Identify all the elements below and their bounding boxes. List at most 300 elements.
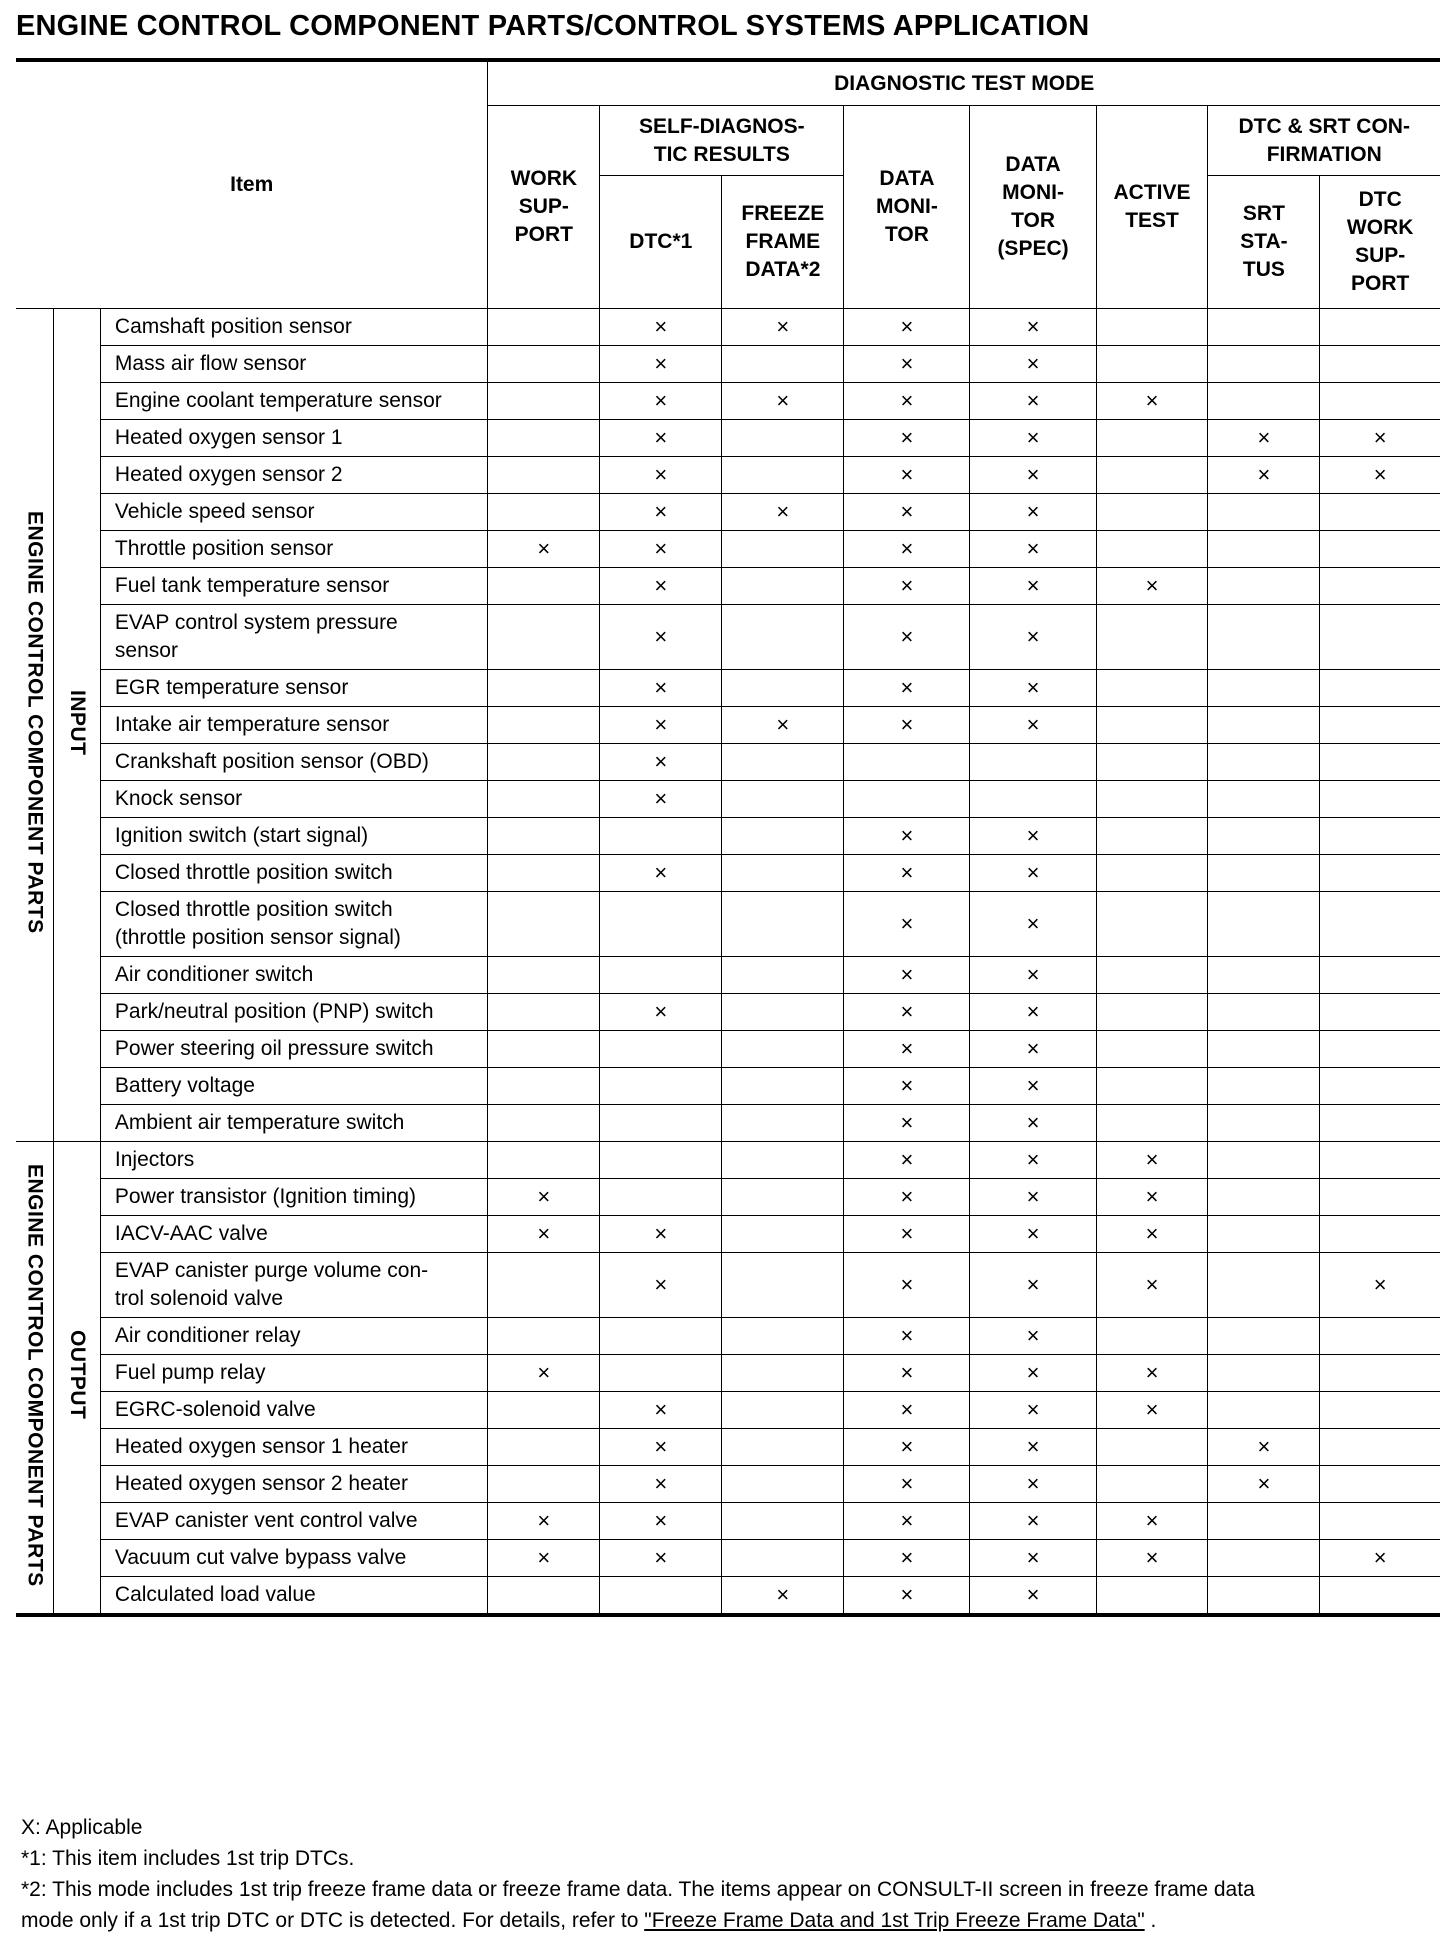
applicable-mark: × [900, 675, 914, 700]
applicable-mark: × [900, 624, 914, 649]
note-freeze-frame-line2: mode only if a 1st trip DTC or DTC is detected. For details, refer to "Freeze Frame Data and 1st Trip Freeze Frame Data" . [21, 1909, 1157, 1932]
mark-cell [600, 1318, 722, 1355]
mark-cell [1096, 346, 1208, 383]
footnotes [21, 1812, 1445, 1936]
applicable-mark: × [537, 1221, 551, 1246]
mark-cell [1208, 1577, 1320, 1614]
mark-cell [1096, 744, 1208, 781]
table-row [16, 1031, 1440, 1068]
item-label: Camshaft position sensor [114, 315, 352, 338]
mark-cell [1208, 1142, 1320, 1179]
mark-cell [970, 1577, 1096, 1614]
mark-cell [1096, 1318, 1208, 1355]
mark-cell [844, 457, 970, 494]
applicable-mark: × [537, 1184, 551, 1209]
applicable-mark: × [900, 573, 914, 598]
application-table-wrap [16, 58, 1440, 1617]
note-applicable: X: Applicable [21, 1816, 143, 1839]
mark-cell [1320, 457, 1440, 494]
item-label: Vacuum cut valve bypass valve [114, 1546, 407, 1569]
mark-cell [600, 1503, 722, 1540]
applicable-mark: × [1026, 1508, 1040, 1533]
mark-cell [1320, 1105, 1440, 1142]
header-dtc-srt-confirmation: DTC & SRT CON- FIRMATION [1208, 106, 1440, 176]
item-cell [100, 855, 488, 892]
mark-cell [1096, 892, 1208, 957]
applicable-mark: × [1026, 712, 1040, 737]
mark-cell [600, 531, 722, 568]
item-label: Ignition switch (start signal) [114, 824, 369, 847]
item-cell [100, 994, 488, 1031]
table-row [16, 1503, 1440, 1540]
mark-cell [600, 1179, 722, 1216]
table-row [16, 568, 1440, 605]
mark-cell [488, 1355, 600, 1392]
item-cell [100, 309, 488, 346]
mark-cell [600, 818, 722, 855]
applicable-mark: × [1026, 1582, 1040, 1607]
applicable-mark: × [1026, 962, 1040, 987]
item-label: Engine coolant temperature sensor [114, 389, 442, 412]
mark-cell [488, 855, 600, 892]
mark-cell [1208, 707, 1320, 744]
mark-cell [1208, 494, 1320, 531]
mark-cell [600, 1253, 722, 1318]
mark-cell [844, 1105, 970, 1142]
applicable-mark: × [1026, 1360, 1040, 1385]
mark-cell [844, 605, 970, 670]
mark-cell [1096, 818, 1208, 855]
group-label: ENGINE CONTROL COMPONENT PARTS [23, 511, 47, 934]
mark-cell [844, 855, 970, 892]
mark-cell [970, 707, 1096, 744]
mark-cell [970, 855, 1096, 892]
mark-cell [1208, 670, 1320, 707]
applicable-mark: × [900, 1272, 914, 1297]
mark-cell [722, 1031, 844, 1068]
mark-cell [1096, 1216, 1208, 1253]
mark-cell [600, 781, 722, 818]
mark-cell [722, 1429, 844, 1466]
mark-cell [722, 383, 844, 420]
mark-cell [1208, 957, 1320, 994]
mark-cell [722, 1577, 844, 1614]
mark-cell [970, 1318, 1096, 1355]
applicable-mark: × [900, 1323, 914, 1348]
table-row [16, 744, 1440, 781]
applicable-mark: × [1145, 1184, 1159, 1209]
applicable-mark: × [1145, 1272, 1159, 1297]
mark-cell [844, 1577, 970, 1614]
mark-cell [722, 707, 844, 744]
mark-cell [722, 1068, 844, 1105]
mark-cell [1096, 568, 1208, 605]
applicable-mark: × [1026, 1073, 1040, 1098]
mark-cell [722, 1105, 844, 1142]
mark-cell [600, 383, 722, 420]
mark-cell [1320, 1068, 1440, 1105]
item-cell [100, 1429, 488, 1466]
item-cell [100, 531, 488, 568]
item-label: Injectors [114, 1148, 195, 1171]
mark-cell [600, 1429, 722, 1466]
mark-cell [600, 994, 722, 1031]
applicable-mark: × [1145, 1508, 1159, 1533]
mark-cell [844, 994, 970, 1031]
applicable-mark: × [900, 462, 914, 487]
mark-cell [970, 818, 1096, 855]
mark-cell [600, 309, 722, 346]
table-row [16, 1068, 1440, 1105]
table-row [16, 707, 1440, 744]
mark-cell [844, 1318, 970, 1355]
mark-cell [1096, 1577, 1208, 1614]
mark-cell [1096, 383, 1208, 420]
item-label: Heated oxygen sensor 1 heater [114, 1435, 408, 1458]
table-row [16, 855, 1440, 892]
mark-cell [1208, 1253, 1320, 1318]
mark-cell [1320, 1179, 1440, 1216]
header-self-diagnostic-results: SELF-DIAGNOS- TIC RESULTS [600, 106, 844, 176]
applicable-mark: × [900, 1221, 914, 1246]
mark-cell [1320, 346, 1440, 383]
applicable-mark: × [900, 911, 914, 936]
mark-cell [722, 744, 844, 781]
applicable-mark: × [1026, 388, 1040, 413]
item-label: Throttle position sensor [114, 537, 334, 560]
applicable-mark: × [1026, 1272, 1040, 1297]
mark-cell [1208, 1540, 1320, 1577]
applicable-mark: × [900, 1508, 914, 1533]
applicable-mark: × [1257, 425, 1271, 450]
mark-cell [1320, 1031, 1440, 1068]
mark-cell [722, 670, 844, 707]
mark-cell [970, 670, 1096, 707]
mark-cell [488, 670, 600, 707]
applicable-mark: × [900, 314, 914, 339]
applicable-mark: × [900, 1582, 914, 1607]
mark-cell [844, 1179, 970, 1216]
applicable-mark: × [1026, 999, 1040, 1024]
table-row [16, 1355, 1440, 1392]
table-row [16, 420, 1440, 457]
item-label: Mass air flow sensor [114, 352, 307, 375]
mark-cell [1096, 781, 1208, 818]
applicable-mark: × [1026, 675, 1040, 700]
table-body [16, 309, 1440, 1614]
mark-cell [600, 1392, 722, 1429]
mark-cell [970, 1466, 1096, 1503]
applicable-mark: × [1026, 1110, 1040, 1135]
applicable-mark: × [1026, 1184, 1040, 1209]
applicable-mark: × [654, 675, 668, 700]
mark-cell [488, 781, 600, 818]
item-label: Power transistor (Ignition timing) [114, 1185, 417, 1208]
mark-cell [600, 1355, 722, 1392]
mark-cell [1320, 1503, 1440, 1540]
mark-cell [1208, 1429, 1320, 1466]
mark-cell [1208, 309, 1320, 346]
table-row [16, 1429, 1440, 1466]
mark-cell [1208, 892, 1320, 957]
mark-cell [1096, 1068, 1208, 1105]
item-cell [100, 1105, 488, 1142]
applicable-mark: × [776, 499, 790, 524]
mark-cell [600, 1142, 722, 1179]
item-cell [100, 781, 488, 818]
mark-cell [1208, 457, 1320, 494]
mark-cell [1320, 1318, 1440, 1355]
applicable-mark: × [1026, 1434, 1040, 1459]
mark-cell [600, 1068, 722, 1105]
mark-cell [600, 892, 722, 957]
header-work-support: WORK SUP- PORT [488, 106, 600, 309]
mark-cell [1320, 994, 1440, 1031]
mark-cell [1320, 420, 1440, 457]
mark-cell [1096, 1503, 1208, 1540]
mark-cell [488, 1031, 600, 1068]
applicable-mark: × [654, 712, 668, 737]
table-row [16, 346, 1440, 383]
applicable-mark: × [900, 388, 914, 413]
mark-cell [488, 818, 600, 855]
mark-cell [722, 781, 844, 818]
item-label: EGRC-solenoid valve [114, 1398, 316, 1421]
item-cell [100, 1503, 488, 1540]
mark-cell [1096, 420, 1208, 457]
mark-cell [1208, 994, 1320, 1031]
mark-cell [844, 383, 970, 420]
applicable-mark: × [1373, 425, 1387, 450]
header-item: Item [16, 62, 488, 309]
table-row [16, 818, 1440, 855]
mark-cell [488, 1253, 600, 1318]
table-row [16, 383, 1440, 420]
item-label: Vehicle speed sensor [114, 500, 315, 523]
item-cell [100, 1253, 488, 1318]
mark-cell [488, 707, 600, 744]
applicable-mark: × [900, 1184, 914, 1209]
mark-cell [722, 1466, 844, 1503]
mark-cell [844, 346, 970, 383]
applicable-mark: × [900, 1073, 914, 1098]
mark-cell [1320, 309, 1440, 346]
mark-cell [970, 1429, 1096, 1466]
applicable-mark: × [900, 1434, 914, 1459]
mark-cell [1208, 1105, 1320, 1142]
item-cell [100, 1179, 488, 1216]
applicable-mark: × [776, 712, 790, 737]
applicable-mark: × [1026, 351, 1040, 376]
mark-cell [600, 1577, 722, 1614]
applicable-mark: × [654, 388, 668, 413]
mark-cell [1208, 818, 1320, 855]
applicable-mark: × [654, 462, 668, 487]
item-cell [100, 568, 488, 605]
mark-cell [488, 957, 600, 994]
mark-cell [844, 707, 970, 744]
mark-cell [600, 605, 722, 670]
applicable-mark: × [654, 1545, 668, 1570]
mark-cell [722, 1503, 844, 1540]
mark-cell [844, 1503, 970, 1540]
mark-cell [844, 1068, 970, 1105]
mark-cell [600, 1216, 722, 1253]
mark-cell [488, 1392, 600, 1429]
mark-cell [600, 1031, 722, 1068]
mark-cell [488, 1318, 600, 1355]
table-row [16, 1466, 1440, 1503]
mark-cell [488, 1179, 600, 1216]
mark-cell [722, 346, 844, 383]
mark-cell [600, 568, 722, 605]
item-cell [100, 707, 488, 744]
mark-cell [722, 531, 844, 568]
mark-cell [488, 531, 600, 568]
applicable-mark: × [1145, 388, 1159, 413]
mark-cell [1320, 1253, 1440, 1318]
mark-cell [488, 1105, 600, 1142]
mark-cell [844, 494, 970, 531]
item-label: EVAP canister vent control valve [114, 1509, 418, 1532]
applicable-mark: × [654, 351, 668, 376]
applicable-mark: × [1026, 536, 1040, 561]
item-cell [100, 957, 488, 994]
group-label-cell [16, 309, 54, 1142]
mark-cell [1320, 670, 1440, 707]
item-cell [100, 457, 488, 494]
mark-cell [1208, 420, 1320, 457]
mark-cell [488, 383, 600, 420]
mark-cell [1096, 1031, 1208, 1068]
page-title: ENGINE CONTROL COMPONENT PARTS/CONTROL SYSTEMS APPLICATION [16, 10, 1090, 42]
header-srt-status: SRT STA- TUS [1208, 176, 1320, 309]
applicable-mark: × [654, 1434, 668, 1459]
mark-cell [844, 818, 970, 855]
applicable-mark: × [900, 1360, 914, 1385]
applicable-mark: × [900, 962, 914, 987]
mark-cell [1096, 494, 1208, 531]
mark-cell [844, 957, 970, 994]
mark-cell [600, 1540, 722, 1577]
item-label: Closed throttle position switch [114, 861, 393, 884]
applicable-mark: × [776, 314, 790, 339]
mark-cell [1096, 1142, 1208, 1179]
header-dtc1: DTC*1 [600, 176, 722, 309]
header-freeze-frame-data: FREEZE FRAME DATA*2 [722, 176, 844, 309]
mark-cell [722, 494, 844, 531]
table-row [16, 1142, 1440, 1179]
mark-cell [1096, 855, 1208, 892]
mark-cell [488, 346, 600, 383]
mark-cell [1320, 818, 1440, 855]
mark-cell [1096, 1429, 1208, 1466]
item-cell [100, 1577, 488, 1614]
applicable-mark: × [900, 536, 914, 561]
applicable-mark: × [654, 425, 668, 450]
applicable-mark: × [654, 1471, 668, 1496]
applicable-mark: × [900, 1471, 914, 1496]
item-label: Power steering oil pressure switch [114, 1037, 434, 1060]
mark-cell [844, 744, 970, 781]
item-cell [100, 1540, 488, 1577]
applicable-mark: × [1145, 1147, 1159, 1172]
applicable-mark: × [654, 1397, 668, 1422]
applicable-mark: × [900, 1397, 914, 1422]
table-row [16, 1216, 1440, 1253]
mark-cell [844, 1540, 970, 1577]
mark-cell [488, 1142, 600, 1179]
mark-cell [970, 1179, 1096, 1216]
mark-cell [970, 1031, 1096, 1068]
mark-cell [970, 457, 1096, 494]
applicable-mark: × [1026, 1545, 1040, 1570]
mark-cell [600, 744, 722, 781]
mark-cell [970, 1355, 1096, 1392]
mark-cell [970, 957, 1096, 994]
mark-cell [1208, 781, 1320, 818]
applicable-mark: × [900, 999, 914, 1024]
header-data-monitor-spec: DATA MONI- TOR (SPEC) [970, 106, 1096, 309]
item-label: Crankshaft position sensor (OBD) [114, 750, 429, 773]
item-cell [100, 1466, 488, 1503]
mark-cell [488, 994, 600, 1031]
header-data-monitor: DATA MONI- TOR [844, 106, 970, 309]
mark-cell [1096, 707, 1208, 744]
item-cell [100, 744, 488, 781]
applicable-mark: × [1026, 911, 1040, 936]
item-cell [100, 420, 488, 457]
mark-cell [970, 568, 1096, 605]
mark-cell [488, 309, 600, 346]
mark-cell [1320, 892, 1440, 957]
mark-cell [1208, 855, 1320, 892]
mark-cell [722, 568, 844, 605]
mark-cell [1208, 383, 1320, 420]
group-label-cell [16, 1142, 54, 1614]
mark-cell [970, 892, 1096, 957]
table-row [16, 892, 1440, 957]
mark-cell [722, 309, 844, 346]
mark-cell [1320, 1142, 1440, 1179]
mark-cell [600, 957, 722, 994]
applicable-mark: × [900, 823, 914, 848]
table-row [16, 670, 1440, 707]
item-cell [100, 892, 488, 957]
freeze-frame-link[interactable]: "Freeze Frame Data and 1st Trip Freeze Frame Data" [644, 1909, 1145, 1932]
applicable-mark: × [1026, 1221, 1040, 1246]
mark-cell [488, 1068, 600, 1105]
table-row [16, 457, 1440, 494]
applicable-mark: × [900, 351, 914, 376]
mark-cell [722, 1355, 844, 1392]
mark-cell [844, 531, 970, 568]
applicable-mark: × [1257, 1471, 1271, 1496]
applicable-mark: × [654, 860, 668, 885]
mark-cell [1096, 457, 1208, 494]
mark-cell [600, 855, 722, 892]
mark-cell [722, 957, 844, 994]
mark-cell [1320, 1216, 1440, 1253]
applicable-mark: × [1026, 314, 1040, 339]
mark-cell [1208, 568, 1320, 605]
mark-cell [1096, 605, 1208, 670]
item-cell [100, 1355, 488, 1392]
item-label-line: (throttle position sensor signal) [114, 926, 401, 949]
mark-cell [970, 1392, 1096, 1429]
item-cell [100, 346, 488, 383]
mark-cell [722, 855, 844, 892]
